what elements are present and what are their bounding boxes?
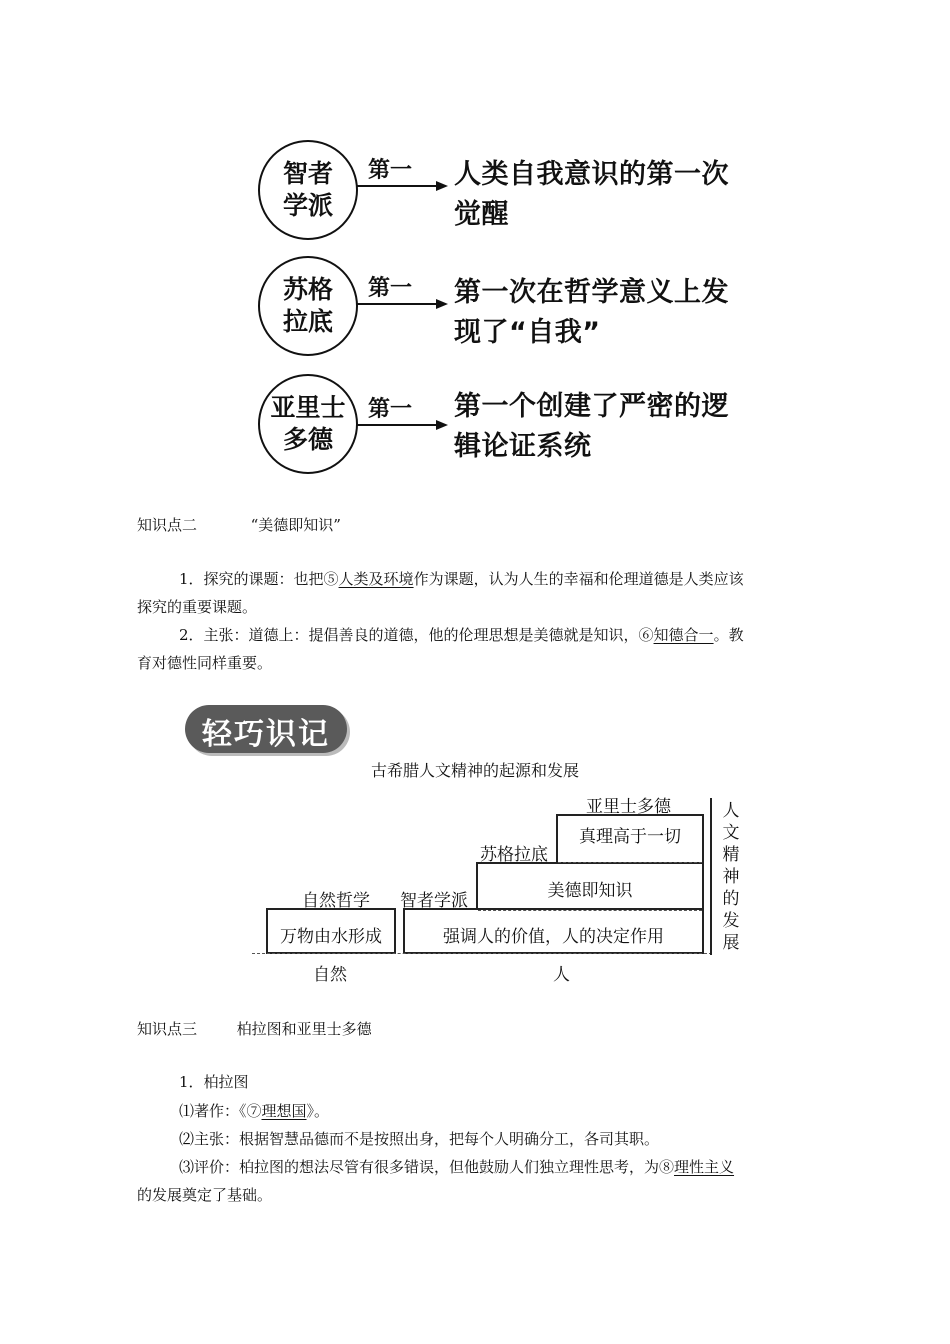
diagram-text: [454, 387, 754, 467]
section2-title: “美德即知识”: [250, 516, 341, 534]
text-run: 的发展奠定了基础。: [137, 1186, 273, 1204]
memory-tip-badge: [185, 705, 347, 753]
section3-item1: [179, 1097, 329, 1125]
diagram-text-line2: 现了“自我”: [454, 317, 601, 348]
first-tag: 第一: [368, 158, 413, 183]
side-line: [710, 798, 712, 955]
step-label-nature-philosophy: 自然哲学: [302, 891, 370, 911]
circle-line1: 智者: [282, 159, 333, 188]
section3-title: 柏拉图和亚里士多德: [236, 1020, 372, 1038]
dashed-line: [558, 862, 702, 863]
diagram-text-line1: 第一个创建了严密的逻: [454, 391, 729, 422]
section2-heading: [137, 514, 341, 535]
diagram-text-line2: 觉醒: [454, 199, 509, 230]
section3-item2: ⑵主张：根据智慧品德而不是按照出身，把每个人明确分工，各司其职。: [179, 1130, 660, 1148]
bottom-label-human: 人: [553, 965, 570, 985]
section2-paragraph2: [137, 621, 817, 677]
step-label-socrates: 苏格拉底: [480, 845, 548, 865]
box-label: 万物由水形成: [280, 927, 382, 947]
circle-socrates: [258, 256, 358, 356]
text-run: 1．探究的课题：也把⑤: [179, 570, 339, 588]
diagram-text-line1: 人类自我意识的第一次: [454, 159, 729, 190]
box-truth: [556, 814, 704, 864]
arrow-line: [356, 185, 442, 187]
arrow-icon: [436, 181, 448, 191]
diagram-text-line2: 辑论证系统: [454, 431, 592, 462]
arrow-line: [356, 303, 442, 305]
arrow-icon: [436, 420, 448, 430]
circle-line2: 学派: [282, 191, 333, 220]
arrow-icon: [436, 299, 448, 309]
section3-item3: [137, 1153, 827, 1209]
text-run: ⑴著作：《⑦: [179, 1102, 262, 1120]
dashed-line: [478, 910, 702, 911]
section2-paragraph1: [137, 565, 817, 621]
text-run: 育对德性同样重要。: [137, 654, 273, 672]
badge-label: 轻巧识记: [202, 717, 330, 752]
answer-blank: 人类及环境: [338, 570, 414, 588]
answer-blank: 理想国: [261, 1102, 307, 1120]
circle-line2: 拉底: [282, 307, 333, 336]
box-label: 真理高于一切: [579, 827, 681, 847]
step-label-sophists: 智者学派: [400, 891, 468, 911]
box-label: 强调人的价值，人的决定作用: [443, 927, 664, 947]
diagram-text: [454, 273, 754, 353]
arrow-line: [356, 424, 442, 426]
text-run: 。教: [713, 626, 744, 644]
section3-heading: [137, 1018, 372, 1039]
text-run: 探究的重要课题。: [137, 598, 258, 616]
section2-label: 知识点二: [137, 516, 198, 534]
circle-line1: 亚里士: [270, 393, 346, 422]
text-run: ⑶评价：柏拉图的想法尽管有很多错误，但他鼓励人们独立理性思考，为⑧: [179, 1158, 675, 1176]
text-run: 2．主张：道德上：提倡善良的道德，他的伦理思想是美德就是知识，⑥: [179, 626, 654, 644]
circle-line1: 苏格: [282, 275, 333, 304]
first-tag: 第一: [368, 276, 413, 301]
box-label: 美德即知识: [547, 881, 633, 901]
box-human-value: [403, 908, 704, 954]
circle-sophists: [258, 140, 358, 240]
baseline: [252, 953, 712, 954]
answer-blank: 理性主义: [674, 1158, 735, 1176]
side-label: 人文精神的发展: [722, 801, 740, 953]
circle-line2: 多德: [282, 425, 333, 454]
section3-label: 知识点三: [137, 1020, 198, 1038]
box-nature: [266, 908, 396, 954]
section3-subheading: 1．柏拉图: [179, 1073, 249, 1091]
diagram-title: 古希腊人文精神的起源和发展: [370, 761, 579, 780]
bottom-label-nature: 自然: [313, 965, 347, 985]
diagram-text-line1: 第一次在哲学意义上发: [454, 277, 729, 308]
text-run: 》。: [306, 1102, 330, 1120]
first-tag: 第一: [368, 397, 413, 422]
box-virtue: [476, 862, 704, 910]
text-run: 作为课题，认为人生的幸福和伦理道德是人类应该: [413, 570, 744, 588]
diagram-text: [454, 155, 754, 235]
circle-aristotle: [258, 374, 358, 474]
answer-blank: 知德合一: [653, 626, 714, 644]
step-label-aristotle: 亚里士多德: [586, 797, 671, 817]
